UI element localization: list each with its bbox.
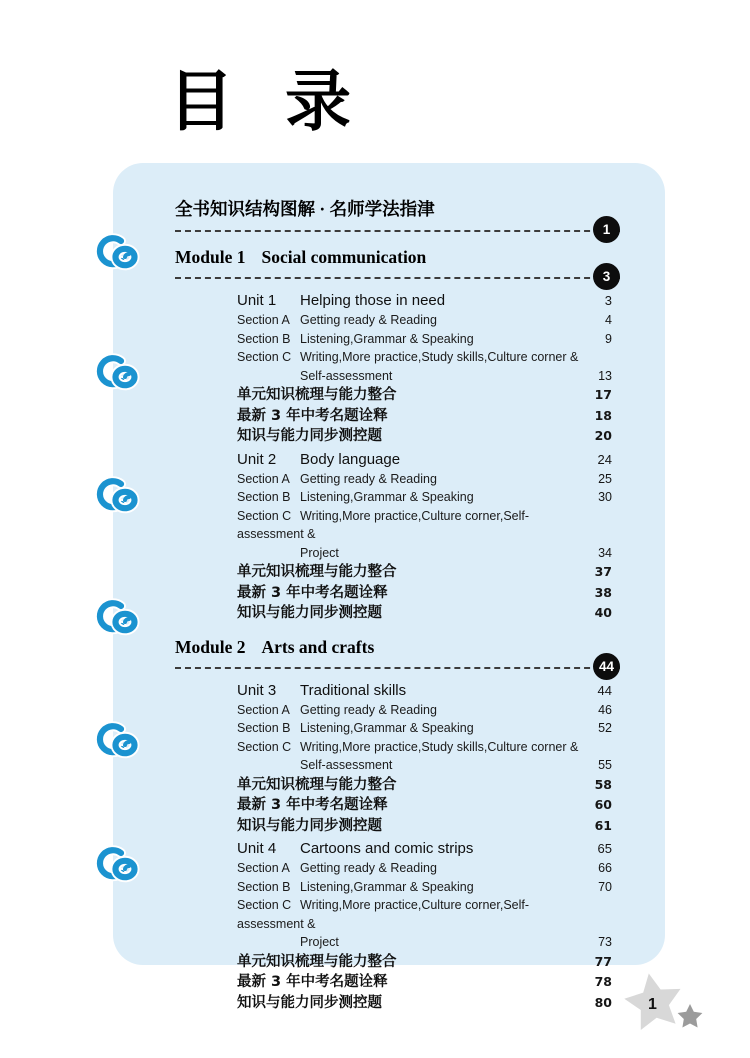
toc-entry-page-number: 73 xyxy=(598,935,612,949)
module-1-label: Module 1 xyxy=(175,247,246,267)
toc-entry xyxy=(237,859,612,878)
toc-entry-page-number: 70 xyxy=(598,879,612,894)
toc-entry-title: 知识与能力同步测控题 xyxy=(237,994,382,1011)
toc-entry-title: 单元知识梳理与能力整合 xyxy=(237,564,397,580)
toc-entry xyxy=(237,701,612,720)
toc-entry-title: 最新 3 年中考名题诠释 xyxy=(237,797,388,813)
toc-entry-title: 单元知识梳理与能力整合 xyxy=(237,776,397,793)
module-1-title xyxy=(175,247,426,267)
toc-entry-page-number: 9 xyxy=(605,331,612,346)
module-2-name: Arts and crafts xyxy=(261,636,375,657)
module-2-title xyxy=(175,637,374,657)
toc-entry xyxy=(237,470,612,489)
front-matter-row xyxy=(175,196,620,237)
binder-ring-icon xyxy=(92,721,144,761)
toc-entry-page-number: 61 xyxy=(594,817,612,833)
module-1-heading xyxy=(175,247,620,284)
toc-entry-page-number: 37 xyxy=(594,564,612,579)
toc-entry-label: Section C xyxy=(237,508,292,523)
toc-entry xyxy=(237,406,612,427)
toc-entry-page-number: 40 xyxy=(594,605,612,620)
binder-ring-icon xyxy=(92,845,144,885)
toc-entry-page-number: 30 xyxy=(598,490,612,504)
toc-entry-label: Unit 3 xyxy=(237,681,277,699)
binder-ring-icon xyxy=(92,353,144,393)
toc-entry xyxy=(237,738,612,775)
binder-ring-icon xyxy=(92,598,144,638)
toc-entry-page-number: 60 xyxy=(594,797,612,812)
toc-entry xyxy=(237,426,612,447)
module-2-label: Module 2 xyxy=(175,636,246,657)
toc-entry-title-continued: Self-assessment xyxy=(300,758,393,772)
toc-entry-title: 最新 3 年中考名题诠释 xyxy=(237,584,388,601)
toc-entry-title: Section B Listening,Grammar & Speaking xyxy=(237,330,593,349)
toc-entry-title-continued: Project xyxy=(300,935,339,949)
toc-entry-label: Section C xyxy=(237,898,292,912)
toc-panel xyxy=(113,163,665,1011)
toc-entry-title: Section B Listening,Grammar & Speaking xyxy=(237,878,586,897)
toc-entry-title: Unit 1 Helping those in need xyxy=(237,292,446,309)
front-matter-page-badge: 1 xyxy=(593,216,620,243)
toc-entry-page-number: 17 xyxy=(594,387,612,402)
module-2-page-badge: 44 xyxy=(593,653,620,680)
toc-entry-title: Unit 3 Traditional skills xyxy=(237,681,407,699)
module-1-entries xyxy=(237,290,612,624)
toc-entry-title: 最新 3 年中考名题诠释 xyxy=(237,407,388,424)
toc-entry-label: Unit 4 xyxy=(237,840,277,857)
toc-entry-title: 单元知识梳理与能力整合 xyxy=(237,387,397,403)
toc-entry-label: Section B xyxy=(237,331,291,346)
toc-entry-title: 知识与能力同步测控题 xyxy=(237,817,382,834)
module-1-page-badge: 3 xyxy=(593,263,620,290)
page-title: 目 录 xyxy=(168,63,365,140)
toc-entry xyxy=(237,385,612,406)
toc-entry-title: 单元知识梳理与能力整合 xyxy=(237,953,397,970)
module-1-name: Social communication xyxy=(261,247,427,267)
toc-entry-page-number: 58 xyxy=(594,776,612,792)
toc-entry-label: Unit 1 xyxy=(237,292,277,309)
toc-entry-title: Unit 2 Body language xyxy=(237,450,401,468)
toc-entry-page-number: 46 xyxy=(598,702,612,717)
toc-entry-title: Section A Getting ready & Reading xyxy=(237,701,586,720)
toc-entry-title-continued: Project xyxy=(300,545,339,560)
toc-entry-page-number: 65 xyxy=(597,841,612,856)
toc-entry-label: Section A xyxy=(237,861,290,875)
binder-ring-icon xyxy=(92,476,144,516)
toc-entry-page-number: 52 xyxy=(598,721,612,735)
toc-content xyxy=(175,196,620,1013)
toc-entry-page-number: 20 xyxy=(594,428,612,443)
footer-page-number-text: 1 xyxy=(648,996,657,1013)
module-2-heading xyxy=(175,636,620,674)
toc-entry xyxy=(237,680,612,701)
front-matter-title: 全书知识结构图解 · 名师学法指津 xyxy=(175,199,435,219)
toc-entry xyxy=(237,838,612,859)
toc-entry-page-number: 78 xyxy=(594,974,612,989)
toc-entry xyxy=(237,795,612,816)
toc-entry-label: Section B xyxy=(237,879,291,894)
toc-entry-title: Section A Getting ready & Reading xyxy=(237,859,586,878)
toc-entry-label: Section C xyxy=(237,739,292,754)
toc-entry-page-number: 38 xyxy=(594,584,612,600)
toc-entry-label: Section A xyxy=(237,471,290,486)
toc-entry-page-number: 80 xyxy=(594,994,612,1010)
toc-entry-label: Unit 2 xyxy=(237,450,277,468)
toc-entry-page-number: 3 xyxy=(604,293,612,308)
toc-entry xyxy=(237,488,612,507)
toc-entry xyxy=(237,449,612,470)
toc-entry-page-number: 34 xyxy=(598,545,612,560)
toc-entry-title: 知识与能力同步测控题 xyxy=(237,428,382,444)
toc-entry-page-number: 44 xyxy=(597,682,612,698)
toc-entry xyxy=(237,562,612,583)
toc-entry-title: Section C Writing,More practice,Culture corner,Self-assessment & Project xyxy=(237,507,586,563)
toc-entry xyxy=(237,583,612,604)
toc-entry-page-number: 18 xyxy=(594,407,612,423)
toc-entry-label: Section C xyxy=(237,350,292,364)
toc-entry-label: Section A xyxy=(237,702,290,717)
binder-ring-icon xyxy=(92,233,144,273)
toc-entry xyxy=(237,311,612,330)
toc-entry-label: Section A xyxy=(237,313,290,327)
toc-entry-title: Section B Listening,Grammar & Speaking xyxy=(237,719,586,738)
toc-entry xyxy=(237,896,612,952)
toc-entry-title: Section C Writing,More practice,Culture corner,Self-assessment & Project xyxy=(237,896,586,952)
toc-entry xyxy=(237,348,612,385)
toc-entry-title-continued: Self-assessment xyxy=(300,368,393,383)
toc-entry-page-number: 25 xyxy=(598,471,612,486)
toc-entry-page-number: 66 xyxy=(598,861,612,875)
footer-page-number xyxy=(612,970,712,1045)
star-icon-small xyxy=(678,1004,703,1028)
toc-entry-title: Section C Writing,More practice,Study skills,Culture corner & Self-assessment xyxy=(237,348,586,385)
toc-entry xyxy=(237,603,612,624)
toc-entry-page-number: 24 xyxy=(597,451,612,467)
toc-entry-title: Section C Writing,More practice,Study skills,Culture corner & Self-assessment xyxy=(237,738,586,775)
toc-entry-title: Section A Getting ready & Reading xyxy=(237,470,586,489)
toc-entry-title: Section B Listening,Grammar & Speaking xyxy=(237,488,586,507)
toc-entry xyxy=(237,290,612,311)
toc-entry-title: Unit 4 Cartoons and comic strips xyxy=(237,840,474,857)
toc-entry-title: 最新 3 年中考名题诠释 xyxy=(237,974,388,990)
toc-entry-label: Section B xyxy=(237,490,291,504)
toc-entry-page-number: 55 xyxy=(598,758,612,772)
toc-entry xyxy=(237,972,612,993)
toc-entry-page-number: 77 xyxy=(594,953,612,969)
toc-entry xyxy=(237,719,612,738)
toc-entry xyxy=(237,878,612,897)
toc-entry-page-number: 4 xyxy=(605,313,612,327)
toc-entry-title: 知识与能力同步测控题 xyxy=(237,605,382,621)
toc-entry xyxy=(237,330,612,349)
toc-entry-title: Section A Getting ready & Reading xyxy=(237,311,593,330)
toc-entry xyxy=(237,993,612,1014)
toc-entry xyxy=(237,775,612,796)
toc-entry-label: Section B xyxy=(237,721,291,735)
toc-entry-page-number: 13 xyxy=(598,368,612,383)
toc-entry xyxy=(237,507,612,563)
toc-entry xyxy=(237,816,612,837)
module-2-entries xyxy=(237,680,612,1014)
toc-entry xyxy=(237,952,612,973)
